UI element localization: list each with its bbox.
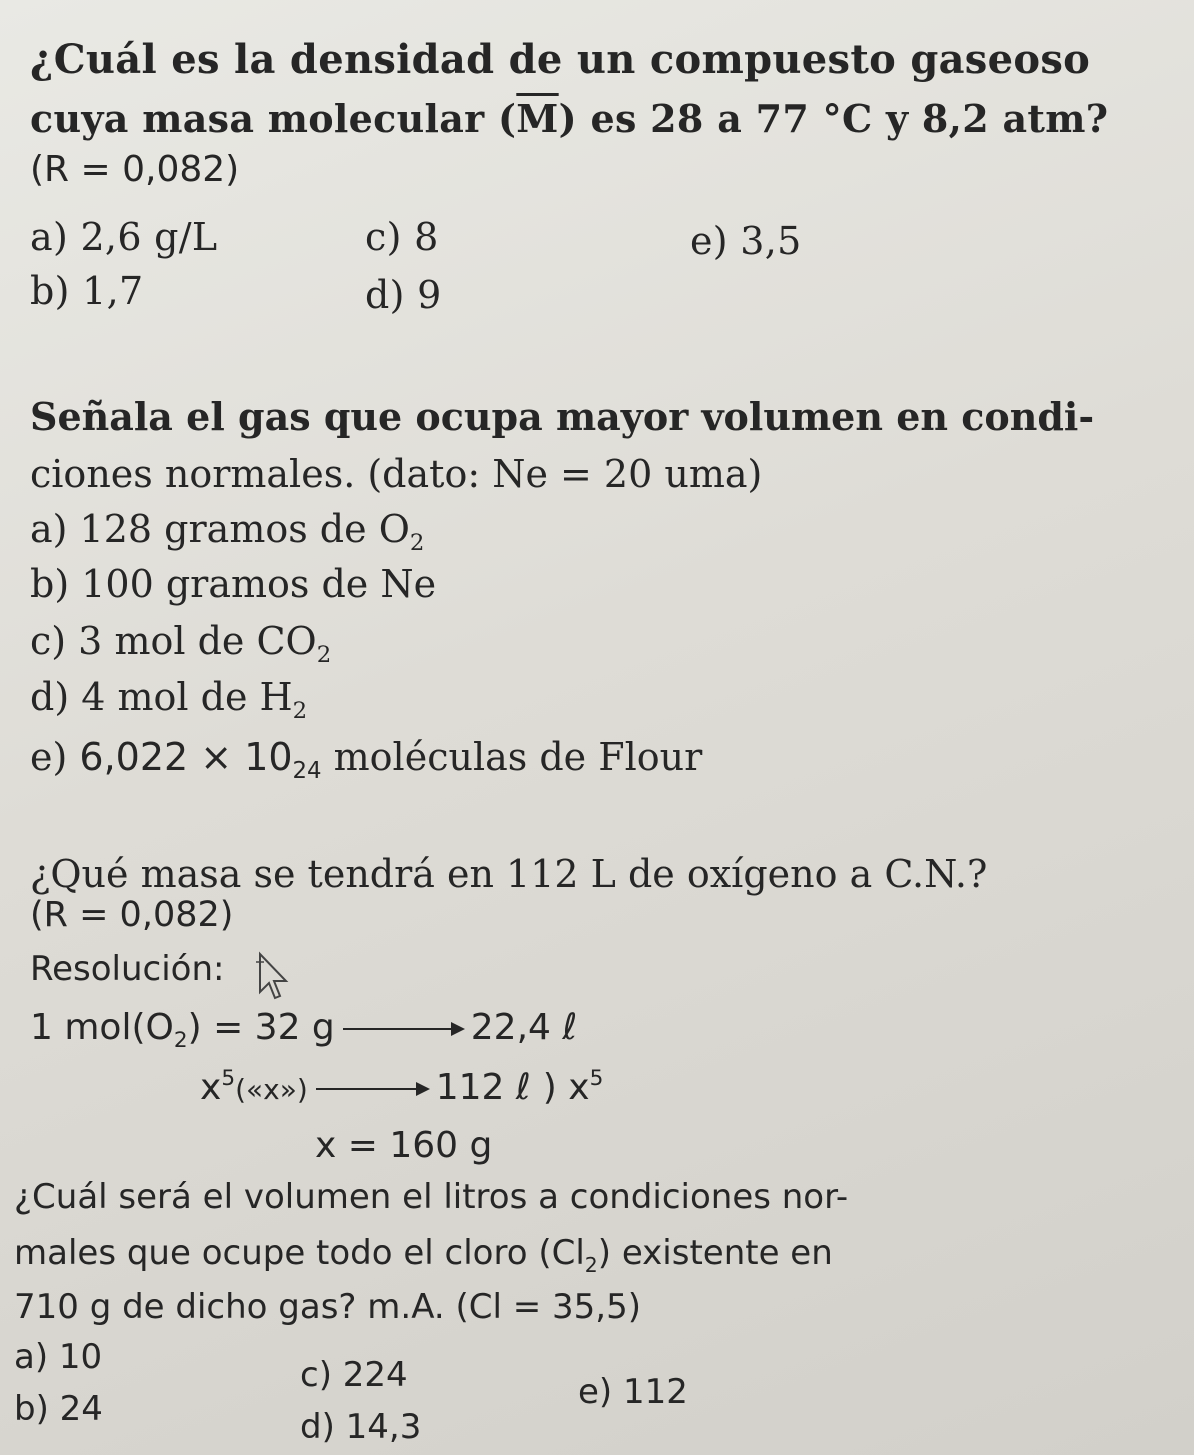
q2-option-e-number: 6,022 × 10: [79, 735, 293, 779]
q2-option-a: [30, 507, 425, 556]
q1-line2: [30, 96, 1109, 141]
q4-line2: [14, 1233, 833, 1277]
q1-r-value: (R = 0,082): [30, 149, 240, 190]
q1-option-c: c) 8: [365, 215, 439, 259]
q1-option-d: d) 9: [365, 273, 442, 317]
q3-step2-x-label: («x»): [235, 1073, 308, 1106]
q2-option-d-subscript: 2: [292, 698, 308, 724]
q4-line2-end: ) existente en: [597, 1233, 833, 1273]
q3-step2-sup2: 5: [589, 1066, 604, 1091]
q2-option-a-text: a) 128 gramos de O: [30, 507, 410, 551]
q3-line1: ¿Qué masa se tendrá en 112 L de oxígeno a C.N.?: [30, 852, 988, 896]
q2-option-b: b) 100 gramos de Ne: [30, 562, 437, 606]
arrow-right-icon: [316, 1088, 428, 1090]
q1-option-a: a) 2,6 g/L: [30, 215, 218, 259]
q3-resolucion-label: Resolución:: [30, 949, 225, 989]
q1-option-e: e) 3,5: [690, 219, 802, 263]
q3-step1-mass: ) = 32 g: [187, 1007, 335, 1048]
q2-option-d-text: d) 4 mol de H: [30, 675, 293, 719]
q1-line1: ¿Cuál es la densidad de un compuesto gaseoso: [30, 36, 1091, 83]
q2-option-a-subscript: 2: [409, 530, 425, 556]
q3-step1: [30, 1007, 578, 1053]
q3-result: x = 160 g: [315, 1125, 493, 1166]
q3-step2-sup: 5: [221, 1066, 236, 1091]
q2-option-c: [30, 619, 332, 668]
q3-step2-x: x: [200, 1067, 222, 1108]
q1-option-b: b) 1,7: [30, 269, 144, 313]
q1-line2-end: ) es 28 a 77 °C y 8,2 atm?: [558, 96, 1109, 141]
q2-option-c-text: c) 3 mol de CO: [30, 619, 317, 663]
q1-line2-start: cuya masa molecular (: [30, 96, 517, 141]
q3-r-value: (R = 0,082): [30, 895, 234, 935]
q3-step1-volume: 22,4 ℓ: [470, 1007, 578, 1048]
q2-option-d: [30, 675, 308, 724]
q2-option-e-exponent: 24: [292, 758, 322, 784]
q3-step1-left: 1 mol(O: [30, 1007, 174, 1048]
arrow-right-icon: [343, 1028, 463, 1030]
mouse-cursor-icon: [250, 948, 290, 1008]
q2-option-c-subscript: 2: [316, 642, 332, 668]
q4-option-c: c) 224: [300, 1355, 408, 1395]
q3-step1-subscript: 2: [173, 1028, 188, 1053]
q4-option-b: b) 24: [14, 1389, 103, 1429]
q4-option-d: d) 14,3: [300, 1407, 422, 1447]
q2-option-e: [30, 735, 703, 784]
q2-option-e-label: e): [30, 735, 80, 779]
q2-line1: Señala el gas que ocupa mayor volumen en condi-: [30, 394, 1095, 439]
q4-line1: ¿Cuál será el volumen el litros a condiciones nor-: [14, 1177, 849, 1217]
q3-step2: [200, 1068, 603, 1106]
q4-option-e: e) 112: [578, 1372, 688, 1412]
q4-line3: 710 g de dicho gas? m.A. (Cl = 35,5): [14, 1287, 641, 1327]
q4-option-a: a) 10: [14, 1337, 103, 1377]
q2-line2: ciones normales. (dato: Ne = 20 uma): [30, 452, 763, 496]
q1-molar-mass-symbol: $\overline{M}$: [516, 96, 559, 141]
q3-step2-volume: 112 ℓ: [435, 1067, 531, 1108]
q2-option-e-text: moléculas de Flour: [321, 735, 703, 779]
q4-line2-start: males que ocupe todo el cloro (Cl: [14, 1233, 585, 1273]
q4-line2-subscript: 2: [584, 1253, 598, 1277]
q3-step2-bracket: ) x: [542, 1067, 590, 1108]
